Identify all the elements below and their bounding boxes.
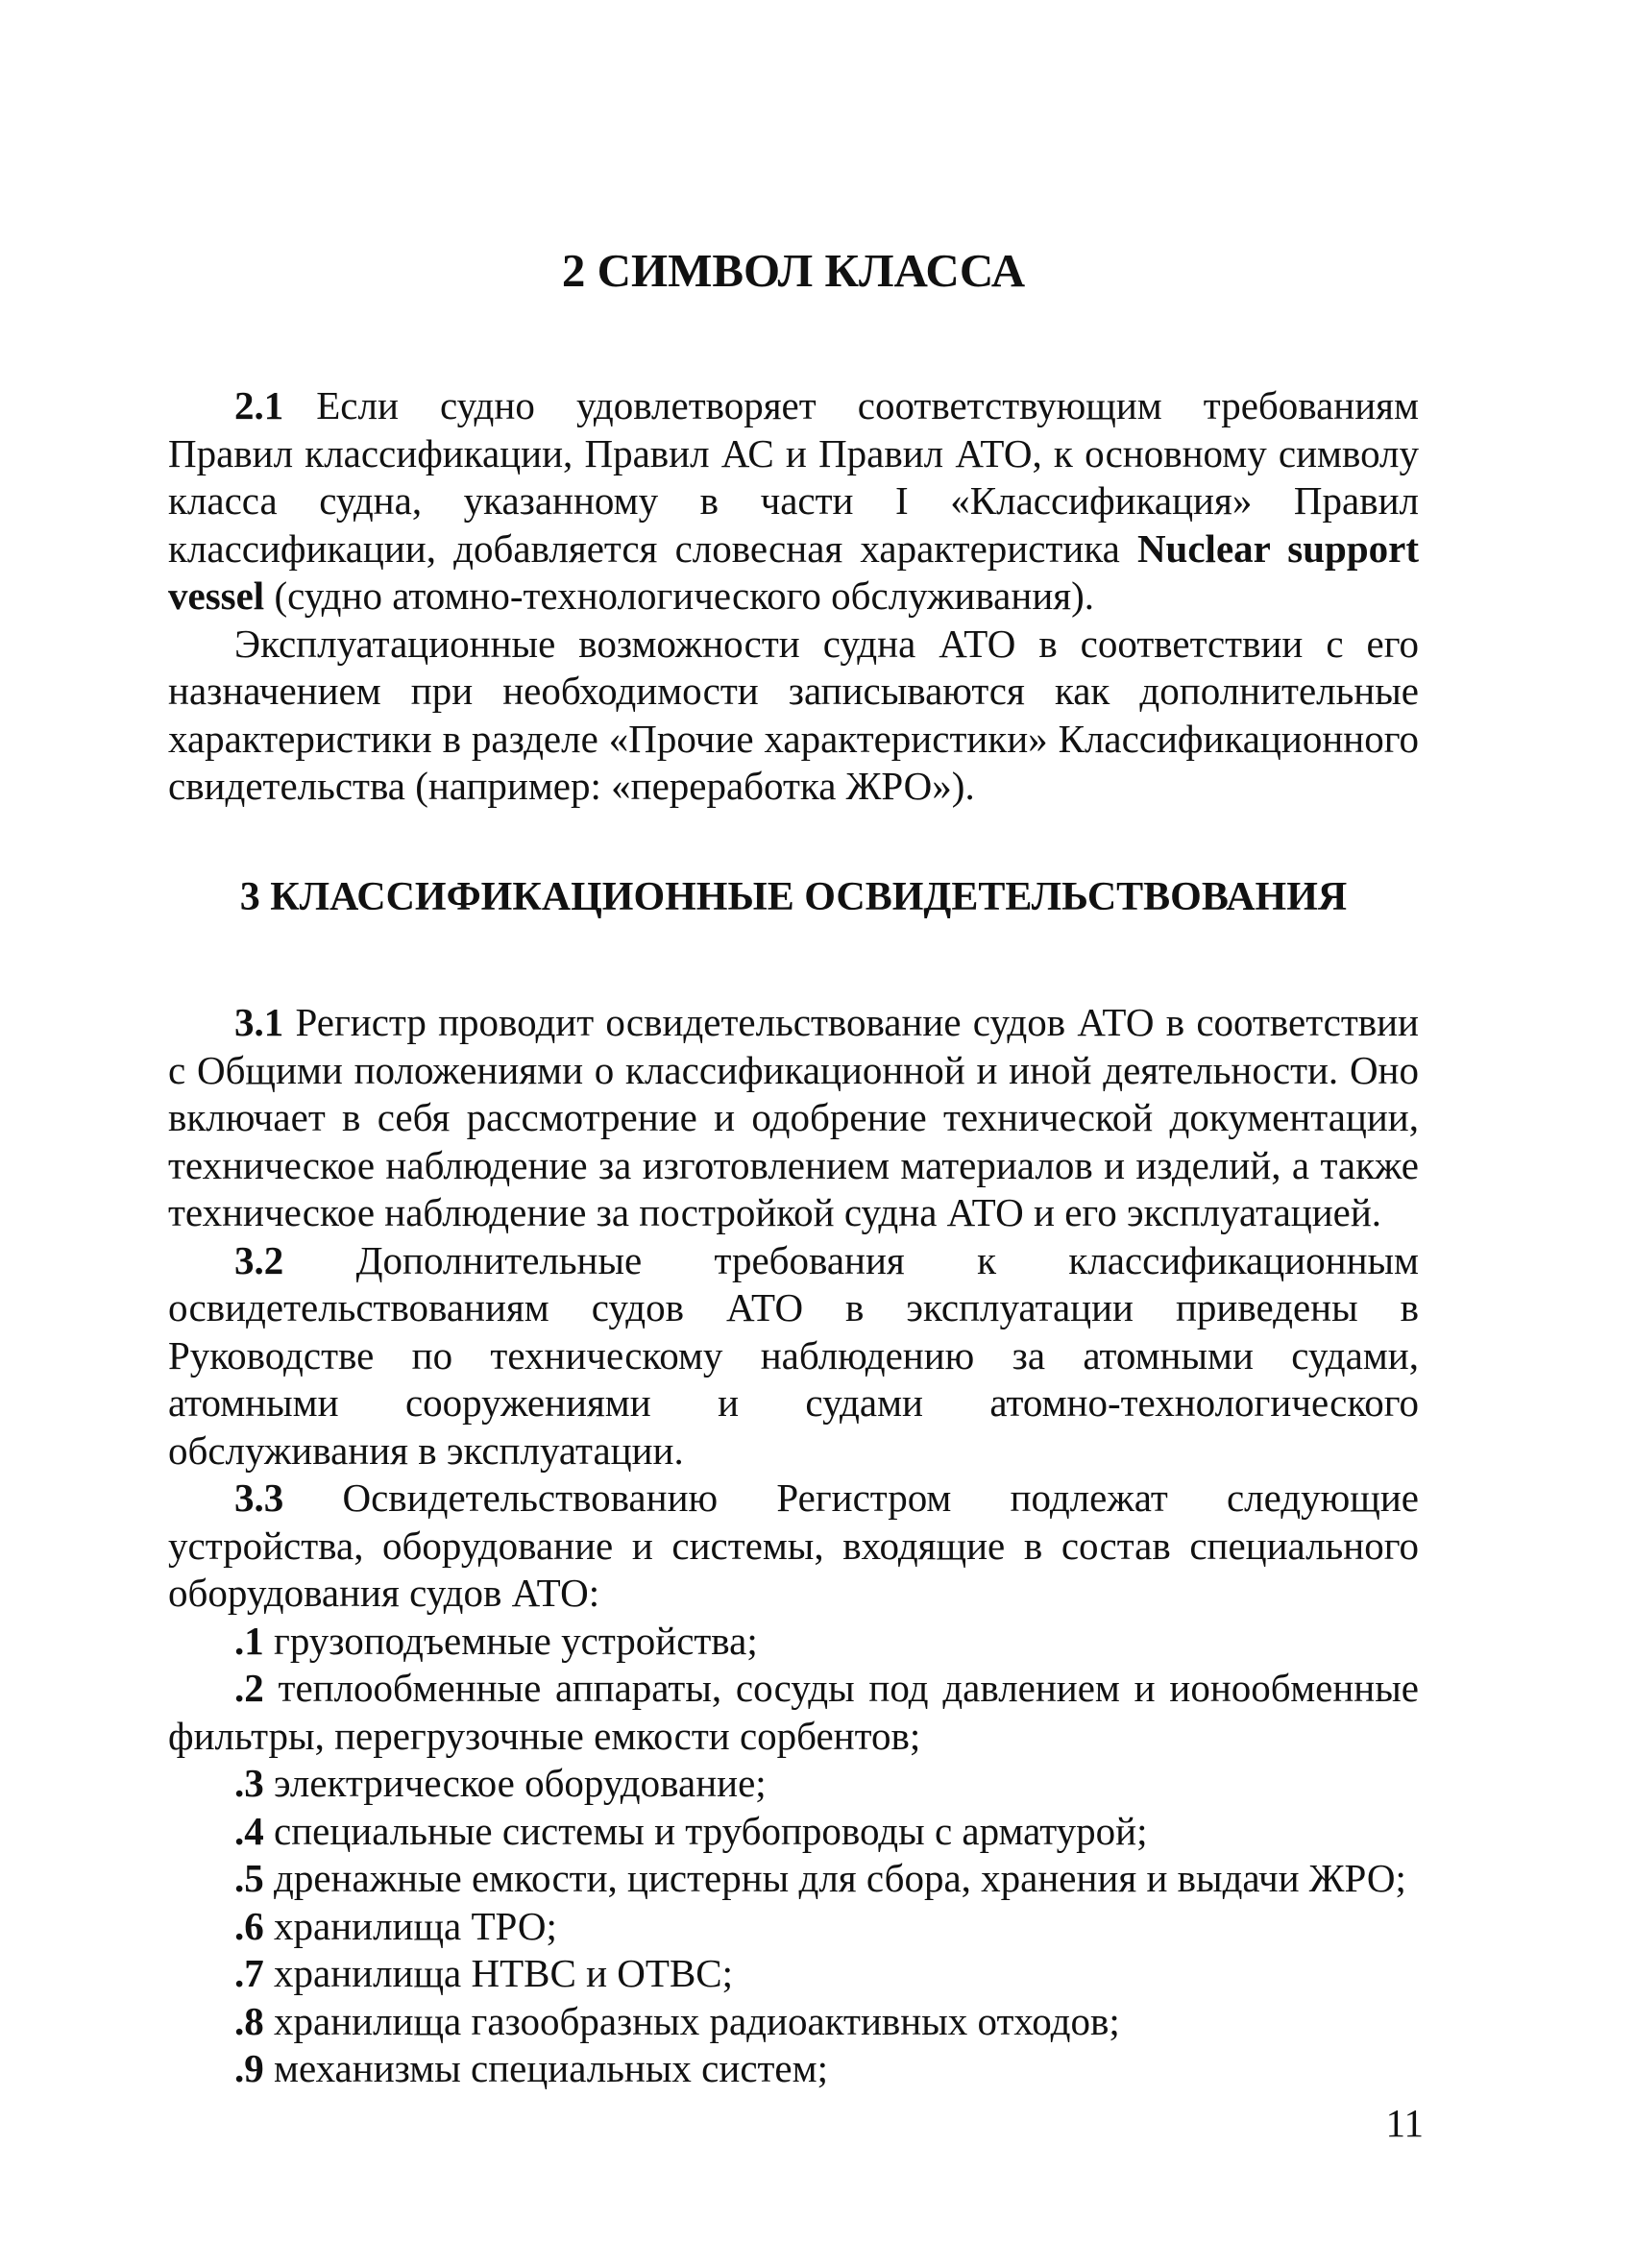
section-3-body — [168, 999, 1419, 2093]
paragraph-number: 3.1 — [234, 1000, 284, 1044]
paragraph-3-1 — [168, 999, 1419, 1237]
paragraph-2-1-continued: Эксплуатационные возможности судна АТО в соответствии с его назначением при необходимости записываются как дополнительные характеристики в разделе «Прочие характеристики» Классификационного свидетельства (например: «переработка ЖРО»). — [168, 621, 1419, 808]
list-item-5 — [168, 1855, 1419, 1903]
paragraph-3-2 — [168, 1237, 1419, 1475]
paragraph-text: Дополнительные требования к классификационным освидетельствованиям судов АТО в эксплуатации приведены в Руководстве по техническому наблюдению за атомными судами, атомными сооружениями и судами атомно-технологического обслуживания в эксплуатации. — [168, 1237, 1419, 1473]
list-item-text: хранилища газообразных радиоактивных отходов; — [274, 1998, 1120, 2043]
paragraph-2-1 — [168, 382, 1419, 621]
list-item-4 — [168, 1808, 1419, 1856]
paragraph-number: 2.1 — [234, 383, 284, 427]
paragraph-number: 3.3 — [234, 1475, 284, 1520]
list-item-number: .5 — [234, 1856, 264, 1900]
paragraph-text: (судно атомно-технологического обслуживания). — [264, 573, 1095, 618]
list-item-number: .2 — [234, 1666, 264, 1710]
list-item-text: электрическое оборудование; — [274, 1761, 767, 1805]
paragraph-text: Регистр проводит освидетельствование судов АТО в соответствии с Общими положениями о классификационной и иной деятельности. Оно включает в себя рассмотрение и одобрение технической документации, техническое наблюдение за изготовлением материалов и изделий, а также техническое наблюдение за постройкой судна АТО и его эксплуатацией. — [168, 1000, 1419, 1234]
list-item-number: .7 — [234, 1951, 264, 1995]
list-item-number: .6 — [234, 1903, 264, 1948]
list-item-7 — [168, 1950, 1419, 1998]
list-item-text: хранилища НТВС и ОТВС; — [274, 1951, 734, 1995]
list-item-number: .1 — [234, 1618, 264, 1663]
list-item-text: грузоподъемные устройства; — [274, 1618, 758, 1663]
list-item-number: .4 — [234, 1808, 264, 1853]
list-item-3 — [168, 1760, 1419, 1808]
paragraph-text: Если судно удовлетворяет соответствующим требованиям Правил классификации, Правил АС и Правил АТО, к основному символу класса судна, указанному в части I «Классификация» Правил классификации, добавляется словесная характеристика — [168, 383, 1419, 571]
list-item-1 — [168, 1618, 1419, 1666]
list-item-9 — [168, 2045, 1419, 2093]
list-item-text: хранилища ТРО; — [274, 1903, 557, 1948]
section-2-title: 2 СИМВОЛ КЛАССА — [561, 244, 1026, 297]
list-item-number: .9 — [234, 2046, 264, 2090]
list-item-6 — [168, 1903, 1419, 1951]
list-item-number: .3 — [234, 1761, 264, 1805]
list-item-8 — [168, 1998, 1419, 2046]
list-item-text: теплообменные аппараты, сосуды под давлением и ионообменные фильтры, перегрузочные емкости сорбентов; — [168, 1666, 1419, 1758]
list-item-2 — [168, 1665, 1419, 1760]
list-item-text: специальные системы и трубопроводы с арматурой; — [274, 1808, 1148, 1853]
list-item-number: .8 — [234, 1998, 264, 2043]
bold-term: Nuclear support vessel — [168, 525, 1419, 618]
section-3-title: 3 КЛАССИФИКАЦИОННЫЕ ОСВИДЕТЕЛЬСТВОВАНИЯ — [239, 875, 1348, 919]
list-item-text: дренажные емкости, цистерны для сбора, хранения и выдачи ЖРО; — [274, 1856, 1406, 1900]
list-item-text: механизмы специальных систем; — [274, 2046, 828, 2090]
section-2-body — [168, 382, 1419, 811]
paragraph-text: Освидетельствованию Регистром подлежат следующие устройства, оборудование и системы, входящие в состав специального оборудования судов АТО: — [168, 1475, 1419, 1615]
paragraph-3-3 — [168, 1475, 1419, 1618]
page-number: 11 — [1385, 2101, 1424, 2145]
paragraph-number: 3.2 — [234, 1237, 284, 1282]
